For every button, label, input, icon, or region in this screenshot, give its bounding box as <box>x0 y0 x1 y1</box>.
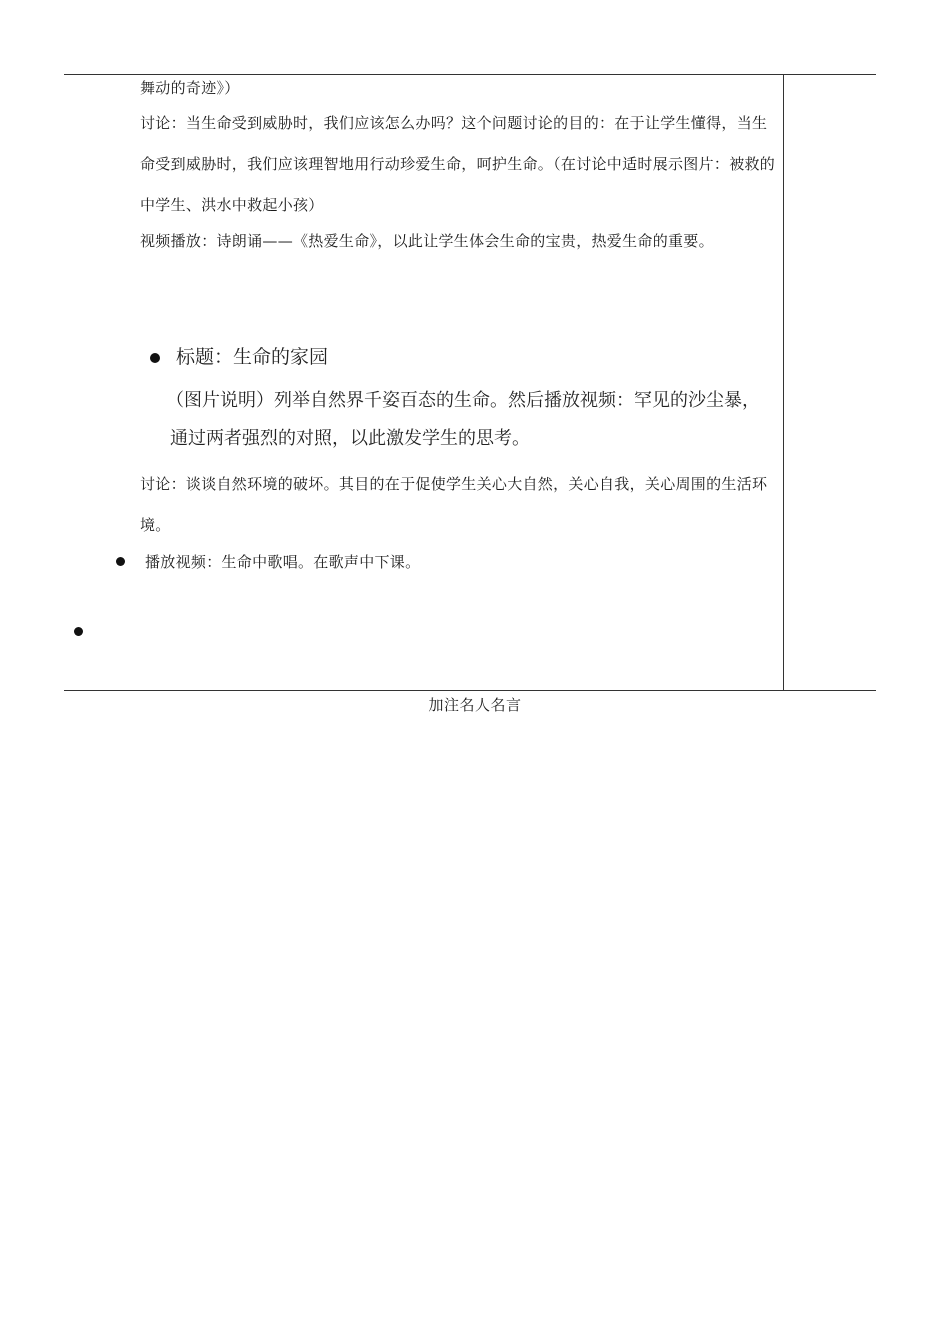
discussion-environment: 讨论：谈谈自然环境的破坏。其目的在于促使学生关心大自然，关心自我，关心周围的生活环境。 <box>140 475 768 534</box>
embedded-slide-image <box>140 336 780 460</box>
table-top-border <box>64 74 876 75</box>
slide-description: （图片说明）列举自然界千姿百态的生命。然后播放视频：罕见的沙尘暴，通过两者强烈的对照，以此激发学生的思考。 <box>166 390 760 449</box>
continuation-text: 舞动的奇迹》） <box>140 79 240 97</box>
video-poem-recital: 视频播放：诗朗诵——《热爱生命》，以此让学生体会生命的宝贵，热爱生命的重要。 <box>140 232 714 250</box>
footer-note: 加注名人名言 <box>428 696 522 714</box>
discussion-life-threat: 讨论：当生命受到威胁时，我们应该怎么办吗？这个问题讨论的目的：在于让学生懂得，当生命受到威胁时，我们应该理智地用行动珍爱生命，呵护生命。（在讨论中适时展示图片：被救的中学生、洪水中救起小孩） <box>140 114 776 214</box>
table-column-divider <box>783 74 784 690</box>
slide-bullet-icon <box>150 353 160 363</box>
bullet-icon <box>116 557 125 566</box>
empty-bullet-icon <box>74 627 83 636</box>
slide-title: 标题：生命的家园 <box>176 346 329 368</box>
table-bottom-border <box>64 690 876 691</box>
video-singing-item: 播放视频：生命中歌唱。在歌声中下课。 <box>145 553 421 571</box>
